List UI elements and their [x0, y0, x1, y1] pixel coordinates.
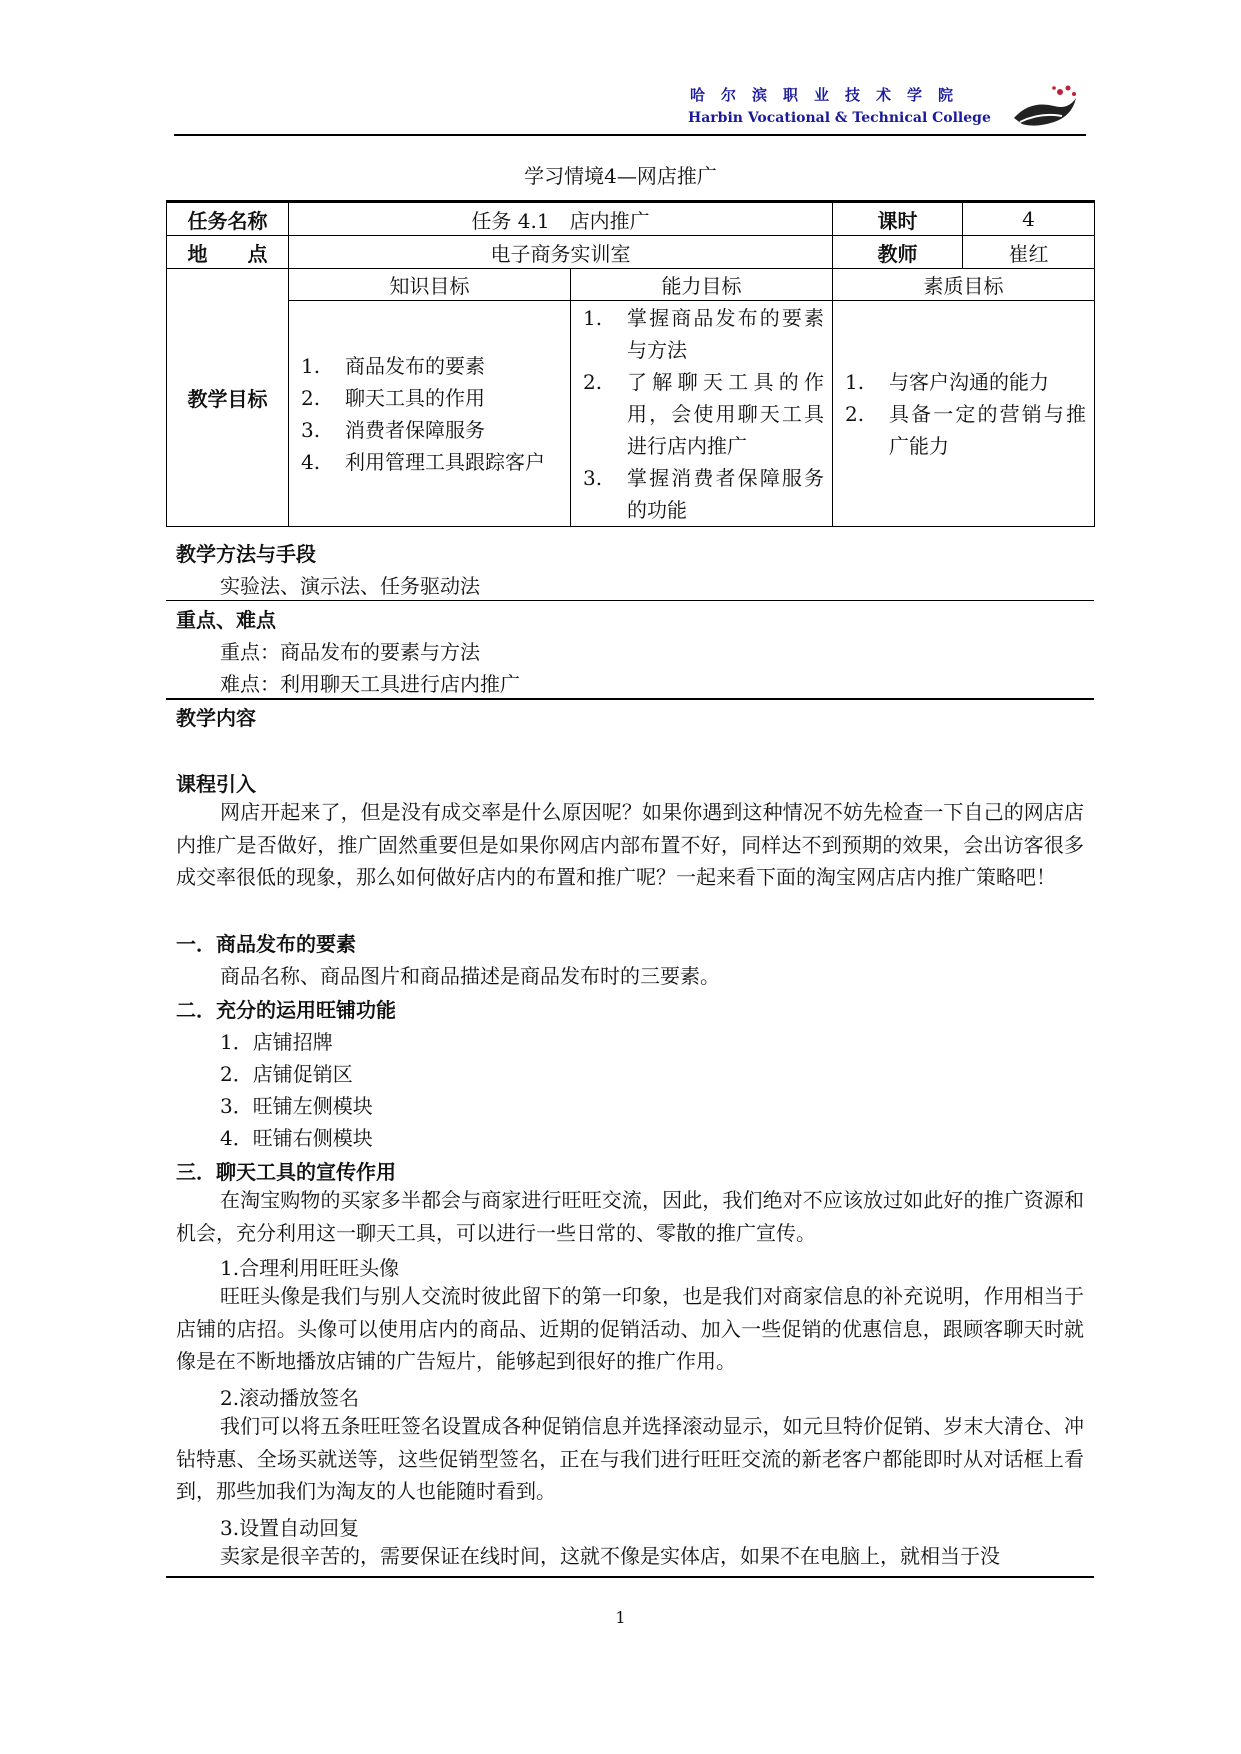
content-heading: 教学内容 [176, 706, 256, 730]
knowledge-cell [289, 301, 571, 527]
section-3-paragraph: 在淘宝购物的买家多半都会与商家进行旺旺交流，因此，我们绝对不应该放过如此好的推广资源和机会，充分利用这一聊天工具，可以进行一些日常的、零散的推广宣传。 [176, 1188, 1084, 1245]
quality-list [845, 366, 1086, 462]
list-item: 2. 具备一定的营销与推广能力 [845, 401, 1087, 458]
subsection-3-3-title: 3.设置自动回复 [220, 1516, 360, 1540]
subsection-3-1-paragraph: 旺旺头像是我们与别人交流时彼此留下的第一印象，也是我们对商家信息的补充说明，作用相当于店铺的店招。头像可以使用店内的商品、近期的促销活动、加入一些促销的优惠信息，跟顾客聊天时就像是在不断地播放店铺的广告短片，能够起到很好的推广作用。 [176, 1284, 1084, 1373]
keypoints-heading: 重点、难点 [176, 608, 276, 632]
task-name-label: 任务名称 [167, 202, 289, 236]
location-value: 电子商务实训室 [289, 236, 833, 269]
section-1-heading: 一．商品发布的要素 [176, 932, 356, 956]
section-divider [166, 698, 1094, 700]
list-item: 1．店铺招牌 [220, 1030, 333, 1054]
subsection-3-2-title: 2.滚动播放签名 [220, 1386, 360, 1410]
section-1-text: 商品名称、商品图片和商品描述是商品发布时的三要素。 [220, 964, 720, 988]
page-bottom-rule [166, 1576, 1094, 1578]
intro-heading: 课程引入 [176, 772, 256, 796]
task-name-value: 任务 4.1 店内推广 [289, 202, 833, 236]
college-name-cn: 哈尔滨职业技术学院 [690, 86, 970, 104]
document-title: 学习情境4—网店推广 [524, 164, 717, 188]
header-rule [174, 134, 1086, 136]
section-2-heading: 二．充分的运用旺铺功能 [176, 998, 396, 1022]
ability-header: 能力目标 [571, 269, 833, 301]
list-item: 4. 利用管理工具跟踪客户 [301, 449, 545, 474]
section-3-heading: 三．聊天工具的宣传作用 [176, 1160, 396, 1184]
page-number: 1 [615, 1608, 626, 1627]
key-point-text: 重点：商品发布的要素与方法 [220, 640, 480, 664]
list-item: 2．店铺促销区 [220, 1062, 353, 1086]
teacher-value: 崔红 [963, 236, 1095, 269]
methods-heading: 教学方法与手段 [176, 542, 316, 566]
list-item: 3. 掌握消费者保障服务的功能 [583, 465, 825, 522]
section-divider [166, 600, 1094, 601]
college-name-en: Harbin Vocational & Technical College [688, 110, 991, 126]
list-item: 3. 消费者保障服务 [301, 417, 485, 442]
subsection-3-1-title: 1.合理利用旺旺头像 [220, 1256, 400, 1280]
methods-text: 实验法、演示法、任务驱动法 [220, 574, 480, 598]
teacher-label: 教师 [833, 236, 963, 269]
list-item: 2. 了解聊天工具的作用，会使用聊天工具进行店内推广 [583, 369, 825, 458]
intro-paragraph: 网店开起来了，但是没有成交率是什么原因呢？如果你遇到这种情况不妨先检查一下自己的网店店内推广是否做好，推广固然重要但是如果你网店内部布置不好，同样达不到预期的效果，会出访客很多成交率很低的现象，那么如何做好店内的布置和推广呢？一起来看下面的淘宝网店店内推广策略吧！ [176, 800, 1084, 889]
list-item: 3．旺铺左侧模块 [220, 1094, 373, 1118]
knowledge-header: 知识目标 [289, 269, 571, 301]
subsection-3-2-paragraph: 我们可以将五条旺旺签名设置成各种促销信息并选择滚动显示，如元旦特价促销、岁末大清仓、冲钻特惠、全场买就送等，这些促销型签名，正在与我们进行旺旺交流的新老客户都能即时从对话框上看到，那些加我们为淘友的人也能随时看到。 [176, 1414, 1084, 1503]
list-item: 1. 掌握商品发布的要素与方法 [583, 305, 825, 362]
list-item: 4．旺铺右侧模块 [220, 1126, 373, 1150]
difficult-point-text: 难点：利用聊天工具进行店内推广 [220, 672, 520, 696]
knowledge-list [301, 350, 562, 478]
ability-list [583, 302, 824, 526]
list-item: 1. 与客户沟通的能力 [845, 369, 1050, 394]
quality-header: 素质目标 [833, 269, 1095, 301]
objectives-label: 教学目标 [167, 269, 289, 527]
course-info-table [166, 200, 1095, 527]
hours-value: 4 [963, 202, 1095, 236]
college-logo-icon [1010, 82, 1082, 132]
hours-label: 课时 [833, 202, 963, 236]
ability-cell [571, 301, 833, 527]
list-item: 2. 聊天工具的作用 [301, 385, 485, 410]
location-label: 地 点 [167, 236, 289, 269]
list-item: 1. 商品发布的要素 [301, 353, 485, 378]
subsection-3-3-paragraph: 卖家是很辛苦的，需要保证在线时间，这就不像是实体店，如果不在电脑上，就相当于没 [220, 1544, 1000, 1568]
quality-cell [833, 301, 1095, 527]
